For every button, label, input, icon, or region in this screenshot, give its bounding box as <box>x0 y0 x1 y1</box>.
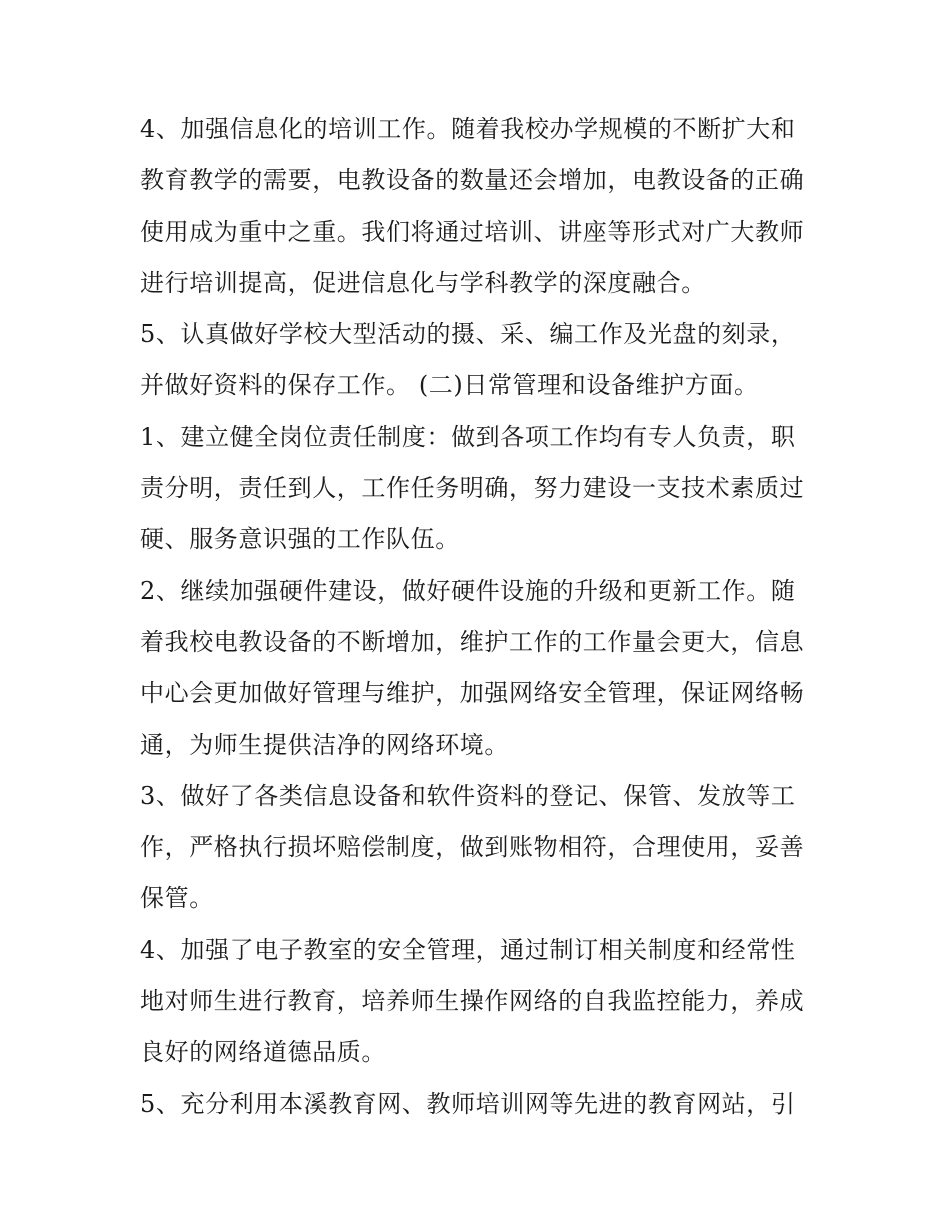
text-line: 进行培训提高，促进信息化与学科教学的深度融合。 <box>140 268 706 297</box>
text-line: 教育教学的需要，电教设备的数量还会增加，电教设备的正确 <box>140 166 805 195</box>
text-line: 使用成为重中之重。我们将通过培训、讲座等形式对广大教师 <box>140 217 805 246</box>
text-line: 着我校电教设备的不断增加，维护工作的工作量会更大，信息 <box>140 627 805 656</box>
text-line: 责分明，责任到人，工作任务明确，努力建设一支技术素质过 <box>140 474 805 503</box>
text-line: 5、认真做好学校大型活动的摄、采、编工作及光盘的刻录， <box>140 320 796 349</box>
text-line: 地对师生进行教育，培养师生操作网络的自我监控能力，养成 <box>140 987 805 1016</box>
text-line: 4、加强了电子教室的安全管理，通过制订相关制度和经常性 <box>140 935 796 964</box>
text-line: 1、建立健全岗位责任制度：做到各项工作均有专人负责，职 <box>140 422 796 451</box>
text-line: 硬、服务意识强的工作队伍。 <box>140 525 460 554</box>
text-line: 良好的网络道德品质。 <box>140 1038 386 1067</box>
document-body <box>140 104 820 1130</box>
text-line: 保管。 <box>140 884 214 913</box>
text-line: 5、充分利用本溪教育网、教师培训网等先进的教育网站，引 <box>140 1089 796 1118</box>
text-line: 2、继续加强硬件建设，做好硬件设施的升级和更新工作。随 <box>140 576 796 605</box>
text-line: 3、做好了各类信息设备和软件资料的登记、保管、发放等工 <box>140 781 796 810</box>
text-line: 4、加强信息化的培训工作。随着我校办学规模的不断扩大和 <box>140 115 796 143</box>
text-line: 中心会更加做好管理与维护，加强网络安全管理，保证网络畅 <box>140 679 805 708</box>
text-line: 作，严格执行损坏赔偿制度，做到账物相符，合理使用，妥善 <box>140 833 805 862</box>
text-line: 并做好资料的保存工作。 (二)日常管理和设备维护方面。 <box>140 371 759 400</box>
text-line: 通，为师生提供洁净的网络环境。 <box>140 730 509 759</box>
